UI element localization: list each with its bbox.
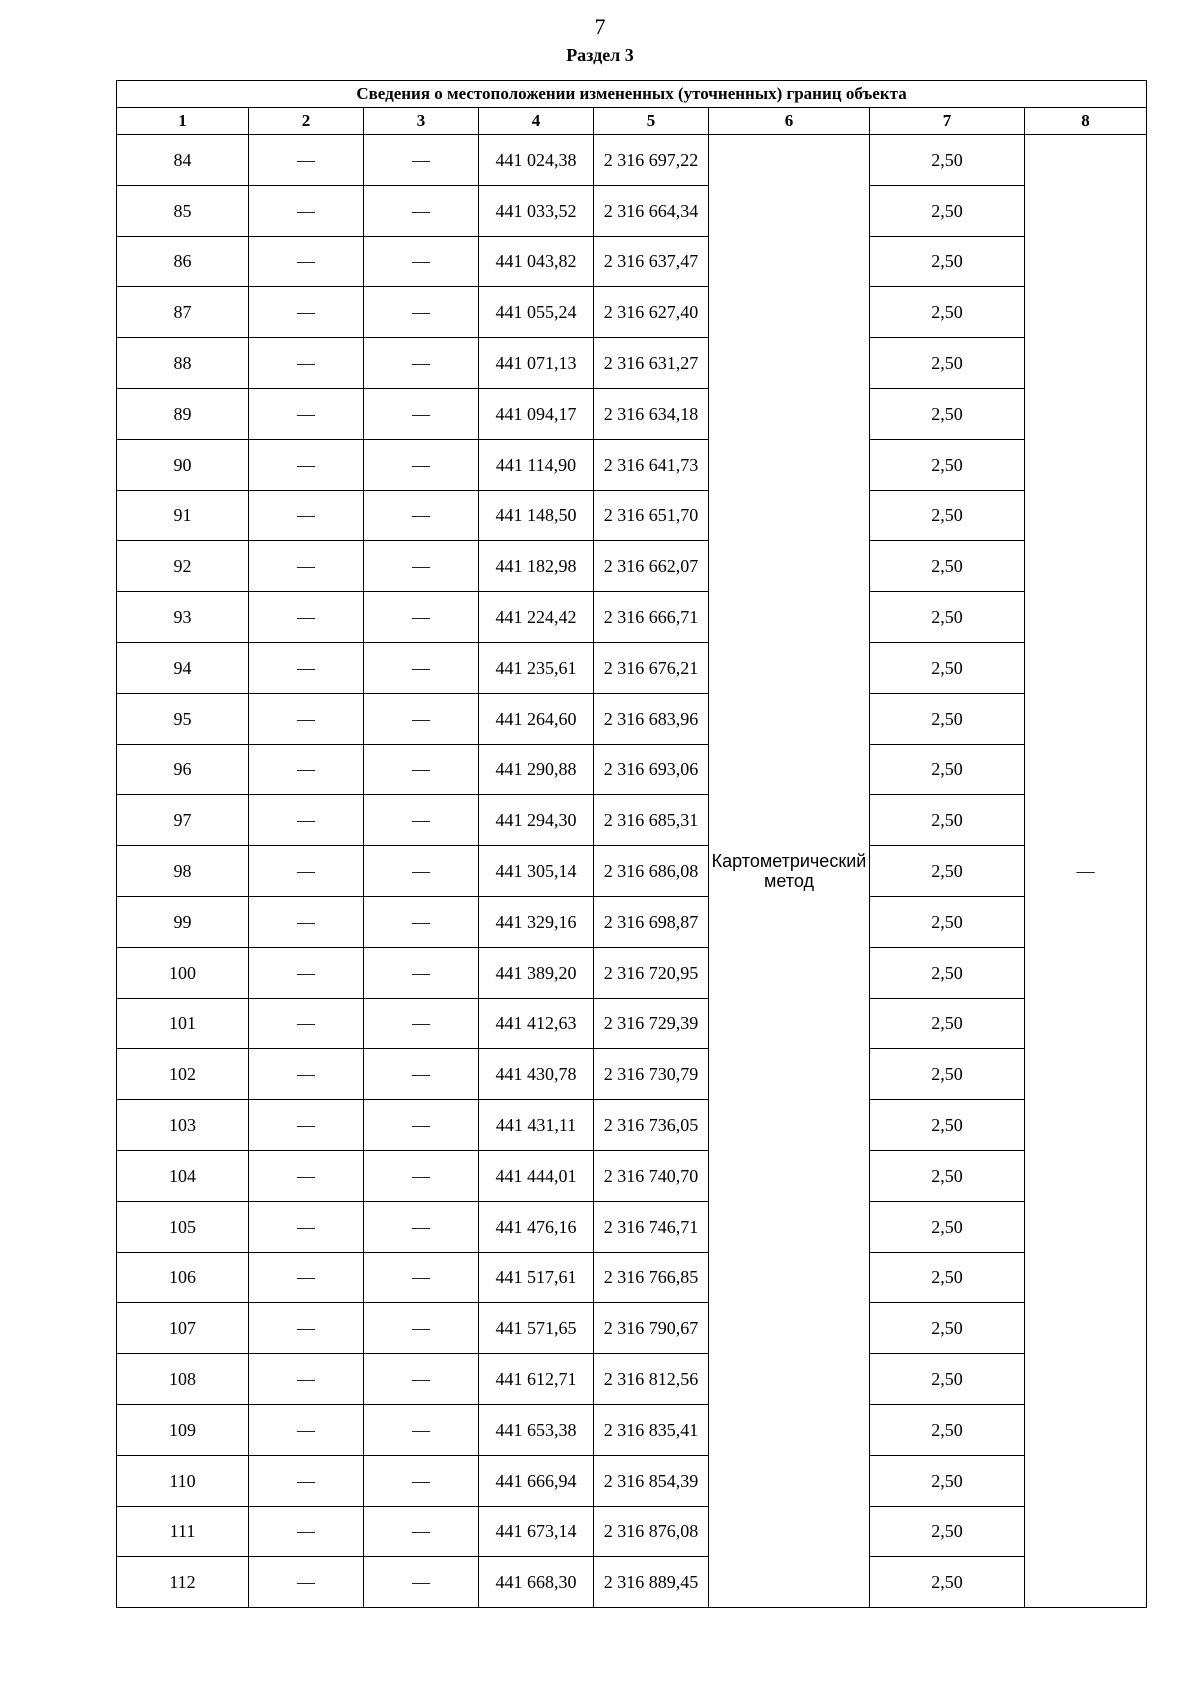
table-row — [117, 439, 1147, 490]
table-row — [117, 135, 1147, 186]
column-3-cell: — — [364, 1150, 479, 1201]
y-coordinate-cell: 2 316 889,45 — [594, 1557, 709, 1608]
table-row — [117, 1354, 1147, 1405]
accuracy-cell: 2,50 — [870, 541, 1025, 592]
x-coordinate-cell: 441 430,78 — [479, 1049, 594, 1100]
column-3-cell: — — [364, 135, 479, 186]
accuracy-cell: 2,50 — [870, 998, 1025, 1049]
column-3-cell: — — [364, 1303, 479, 1354]
x-coordinate-cell: 441 290,88 — [479, 744, 594, 795]
column-2-cell: — — [249, 744, 364, 795]
y-coordinate-cell: 2 316 651,70 — [594, 490, 709, 541]
x-coordinate-cell: 441 389,20 — [479, 947, 594, 998]
table-row — [117, 1252, 1147, 1303]
point-number-cell: 89 — [117, 388, 249, 439]
table-row — [117, 338, 1147, 389]
column-2-cell: — — [249, 1354, 364, 1405]
accuracy-cell: 2,50 — [870, 1150, 1025, 1201]
x-coordinate-cell: 441 673,14 — [479, 1506, 594, 1557]
point-number-cell: 110 — [117, 1455, 249, 1506]
table-row — [117, 744, 1147, 795]
table-row — [117, 896, 1147, 947]
y-coordinate-cell: 2 316 693,06 — [594, 744, 709, 795]
column-2-cell: — — [249, 236, 364, 287]
column-2-cell: — — [249, 1557, 364, 1608]
column-3-cell: — — [364, 846, 479, 897]
point-number-cell: 104 — [117, 1150, 249, 1201]
column-number-1: 1 — [117, 108, 249, 135]
accuracy-cell: 2,50 — [870, 1506, 1025, 1557]
table-row — [117, 1506, 1147, 1557]
column-2-cell: — — [249, 642, 364, 693]
column-3-cell: — — [364, 439, 479, 490]
point-number-cell: 106 — [117, 1252, 249, 1303]
point-number-cell: 109 — [117, 1404, 249, 1455]
y-coordinate-cell: 2 316 637,47 — [594, 236, 709, 287]
x-coordinate-cell: 441 329,16 — [479, 896, 594, 947]
column-2-cell: — — [249, 1049, 364, 1100]
point-number-cell: 112 — [117, 1557, 249, 1608]
x-coordinate-cell: 441 571,65 — [479, 1303, 594, 1354]
column-number-3: 3 — [364, 108, 479, 135]
table-row — [117, 490, 1147, 541]
accuracy-cell: 2,50 — [870, 1049, 1025, 1100]
column-2-cell: — — [249, 1506, 364, 1557]
column-2-cell: — — [249, 1201, 364, 1252]
point-number-cell: 84 — [117, 135, 249, 186]
accuracy-cell: 2,50 — [870, 896, 1025, 947]
y-coordinate-cell: 2 316 634,18 — [594, 388, 709, 439]
column-3-cell: — — [364, 1100, 479, 1151]
y-coordinate-cell: 2 316 676,21 — [594, 642, 709, 693]
accuracy-cell: 2,50 — [870, 693, 1025, 744]
y-coordinate-cell: 2 316 664,34 — [594, 185, 709, 236]
column-3-cell: — — [364, 795, 479, 846]
y-coordinate-cell: 2 316 729,39 — [594, 998, 709, 1049]
point-number-cell: 101 — [117, 998, 249, 1049]
column-2-cell: — — [249, 947, 364, 998]
table-row — [117, 1100, 1147, 1151]
column-2-cell: — — [249, 1303, 364, 1354]
point-number-cell: 91 — [117, 490, 249, 541]
accuracy-cell: 2,50 — [870, 795, 1025, 846]
accuracy-cell: 2,50 — [870, 490, 1025, 541]
column-3-cell: — — [364, 947, 479, 998]
point-number-cell: 108 — [117, 1354, 249, 1405]
point-number-cell: 98 — [117, 846, 249, 897]
column-2-cell: — — [249, 135, 364, 186]
x-coordinate-cell: 441 444,01 — [479, 1150, 594, 1201]
y-coordinate-cell: 2 316 740,70 — [594, 1150, 709, 1201]
column-3-cell: — — [364, 541, 479, 592]
column-number-4: 4 — [479, 108, 594, 135]
column-3-cell: — — [364, 1455, 479, 1506]
x-coordinate-cell: 441 055,24 — [479, 287, 594, 338]
table-row — [117, 1557, 1147, 1608]
point-number-cell: 85 — [117, 185, 249, 236]
accuracy-cell: 2,50 — [870, 642, 1025, 693]
x-coordinate-cell: 441 148,50 — [479, 490, 594, 541]
point-number-cell: 96 — [117, 744, 249, 795]
point-number-cell: 102 — [117, 1049, 249, 1100]
x-coordinate-cell: 441 043,82 — [479, 236, 594, 287]
column-3-cell: — — [364, 744, 479, 795]
table-row — [117, 1455, 1147, 1506]
accuracy-cell: 2,50 — [870, 744, 1025, 795]
table-row — [117, 795, 1147, 846]
column-2-cell: — — [249, 1252, 364, 1303]
column-3-cell: — — [364, 693, 479, 744]
column-2-cell: — — [249, 1404, 364, 1455]
column-3-cell: — — [364, 338, 479, 389]
accuracy-cell: 2,50 — [870, 947, 1025, 998]
accuracy-cell: 2,50 — [870, 1201, 1025, 1252]
accuracy-cell: 2,50 — [870, 1303, 1025, 1354]
point-number-cell: 97 — [117, 795, 249, 846]
x-coordinate-cell: 441 294,30 — [479, 795, 594, 846]
point-number-cell: 95 — [117, 693, 249, 744]
column-2-cell: — — [249, 541, 364, 592]
y-coordinate-cell: 2 316 627,40 — [594, 287, 709, 338]
accuracy-cell: 2,50 — [870, 1455, 1025, 1506]
x-coordinate-cell: 441 224,42 — [479, 592, 594, 643]
y-coordinate-cell: 2 316 666,71 — [594, 592, 709, 643]
point-number-cell: 88 — [117, 338, 249, 389]
table-row — [117, 693, 1147, 744]
column-2-cell: — — [249, 1455, 364, 1506]
column-3-cell: — — [364, 490, 479, 541]
accuracy-cell: 2,50 — [870, 236, 1025, 287]
point-number-cell: 107 — [117, 1303, 249, 1354]
y-coordinate-cell: 2 316 812,56 — [594, 1354, 709, 1405]
column-number-2: 2 — [249, 108, 364, 135]
column-3-cell: — — [364, 592, 479, 643]
x-coordinate-cell: 441 235,61 — [479, 642, 594, 693]
y-coordinate-cell: 2 316 766,85 — [594, 1252, 709, 1303]
point-number-cell: 87 — [117, 287, 249, 338]
y-coordinate-cell: 2 316 641,73 — [594, 439, 709, 490]
point-number-cell: 93 — [117, 592, 249, 643]
column-2-cell: — — [249, 490, 364, 541]
column-2-cell: — — [249, 896, 364, 947]
y-coordinate-cell: 2 316 720,95 — [594, 947, 709, 998]
column-2-cell: — — [249, 338, 364, 389]
table-row — [117, 1049, 1147, 1100]
section-title: Раздел 3 — [566, 45, 634, 65]
point-number-cell: 86 — [117, 236, 249, 287]
accuracy-cell: 2,50 — [870, 338, 1025, 389]
point-number-cell: 100 — [117, 947, 249, 998]
page-number: 7 — [594, 14, 606, 39]
accuracy-cell: 2,50 — [870, 287, 1025, 338]
table-row — [117, 642, 1147, 693]
table-row — [117, 1201, 1147, 1252]
column-number-5: 5 — [594, 108, 709, 135]
table-row — [117, 185, 1147, 236]
x-coordinate-cell: 441 612,71 — [479, 1354, 594, 1405]
column-2-cell: — — [249, 388, 364, 439]
table-row — [117, 1303, 1147, 1354]
y-coordinate-cell: 2 316 697,22 — [594, 135, 709, 186]
table-row — [117, 1150, 1147, 1201]
boundary-coordinates-table — [116, 80, 1147, 1608]
column-number-7: 7 — [870, 108, 1025, 135]
x-coordinate-cell: 441 264,60 — [479, 693, 594, 744]
x-coordinate-cell: 441 517,61 — [479, 1252, 594, 1303]
table-row — [117, 541, 1147, 592]
method-cell: Картометрический метод — [709, 135, 870, 1608]
column-number-8: 8 — [1025, 108, 1147, 135]
y-coordinate-cell: 2 316 730,79 — [594, 1049, 709, 1100]
table-row — [117, 592, 1147, 643]
accuracy-cell: 2,50 — [870, 185, 1025, 236]
table-caption-row — [117, 81, 1147, 108]
column-3-cell: — — [364, 236, 479, 287]
column-8-cell: — — [1025, 135, 1147, 1608]
table-row — [117, 287, 1147, 338]
x-coordinate-cell: 441 114,90 — [479, 439, 594, 490]
column-3-cell: — — [364, 998, 479, 1049]
y-coordinate-cell: 2 316 876,08 — [594, 1506, 709, 1557]
table-row — [117, 236, 1147, 287]
x-coordinate-cell: 441 476,16 — [479, 1201, 594, 1252]
column-3-cell: — — [364, 388, 479, 439]
y-coordinate-cell: 2 316 746,71 — [594, 1201, 709, 1252]
column-2-cell: — — [249, 1100, 364, 1151]
column-2-cell: — — [249, 1150, 364, 1201]
y-coordinate-cell: 2 316 698,87 — [594, 896, 709, 947]
y-coordinate-cell: 2 316 835,41 — [594, 1404, 709, 1455]
table-row — [117, 846, 1147, 897]
x-coordinate-cell: 441 412,63 — [479, 998, 594, 1049]
column-2-cell: — — [249, 439, 364, 490]
x-coordinate-cell: 441 071,13 — [479, 338, 594, 389]
column-3-cell: — — [364, 642, 479, 693]
x-coordinate-cell: 441 094,17 — [479, 388, 594, 439]
x-coordinate-cell: 441 666,94 — [479, 1455, 594, 1506]
accuracy-cell: 2,50 — [870, 1354, 1025, 1405]
table-caption: Сведения о местоположении измененных (уточненных) границ объекта — [117, 81, 1147, 108]
accuracy-cell: 2,50 — [870, 439, 1025, 490]
point-number-cell: 94 — [117, 642, 249, 693]
column-3-cell: — — [364, 1201, 479, 1252]
point-number-cell: 92 — [117, 541, 249, 592]
column-2-cell: — — [249, 795, 364, 846]
column-numbers-row — [117, 108, 1147, 135]
column-3-cell: — — [364, 185, 479, 236]
point-number-cell: 99 — [117, 896, 249, 947]
table-row — [117, 998, 1147, 1049]
point-number-cell: 103 — [117, 1100, 249, 1151]
x-coordinate-cell: 441 033,52 — [479, 185, 594, 236]
y-coordinate-cell: 2 316 631,27 — [594, 338, 709, 389]
column-2-cell: — — [249, 693, 364, 744]
x-coordinate-cell: 441 668,30 — [479, 1557, 594, 1608]
accuracy-cell: 2,50 — [870, 388, 1025, 439]
y-coordinate-cell: 2 316 854,39 — [594, 1455, 709, 1506]
column-2-cell: — — [249, 846, 364, 897]
accuracy-cell: 2,50 — [870, 846, 1025, 897]
y-coordinate-cell: 2 316 736,05 — [594, 1100, 709, 1151]
y-coordinate-cell: 2 316 790,67 — [594, 1303, 709, 1354]
x-coordinate-cell: 441 024,38 — [479, 135, 594, 186]
column-3-cell: — — [364, 287, 479, 338]
y-coordinate-cell: 2 316 686,08 — [594, 846, 709, 897]
accuracy-cell: 2,50 — [870, 1557, 1025, 1608]
column-2-cell: — — [249, 998, 364, 1049]
column-2-cell: — — [249, 592, 364, 643]
column-2-cell: — — [249, 287, 364, 338]
column-3-cell: — — [364, 1354, 479, 1405]
y-coordinate-cell: 2 316 683,96 — [594, 693, 709, 744]
y-coordinate-cell: 2 316 685,31 — [594, 795, 709, 846]
table-row — [117, 388, 1147, 439]
column-number-6: 6 — [709, 108, 870, 135]
accuracy-cell: 2,50 — [870, 1100, 1025, 1151]
table-body — [117, 81, 1147, 1608]
column-3-cell: — — [364, 1252, 479, 1303]
accuracy-cell: 2,50 — [870, 592, 1025, 643]
column-3-cell: — — [364, 896, 479, 947]
column-3-cell: — — [364, 1557, 479, 1608]
column-3-cell: — — [364, 1404, 479, 1455]
point-number-cell: 111 — [117, 1506, 249, 1557]
table-row — [117, 1404, 1147, 1455]
accuracy-cell: 2,50 — [870, 1404, 1025, 1455]
accuracy-cell: 2,50 — [870, 135, 1025, 186]
x-coordinate-cell: 441 431,11 — [479, 1100, 594, 1151]
accuracy-cell: 2,50 — [870, 1252, 1025, 1303]
y-coordinate-cell: 2 316 662,07 — [594, 541, 709, 592]
x-coordinate-cell: 441 653,38 — [479, 1404, 594, 1455]
column-3-cell: — — [364, 1506, 479, 1557]
x-coordinate-cell: 441 182,98 — [479, 541, 594, 592]
point-number-cell: 105 — [117, 1201, 249, 1252]
table-row — [117, 947, 1147, 998]
point-number-cell: 90 — [117, 439, 249, 490]
x-coordinate-cell: 441 305,14 — [479, 846, 594, 897]
column-2-cell: — — [249, 185, 364, 236]
column-3-cell: — — [364, 1049, 479, 1100]
